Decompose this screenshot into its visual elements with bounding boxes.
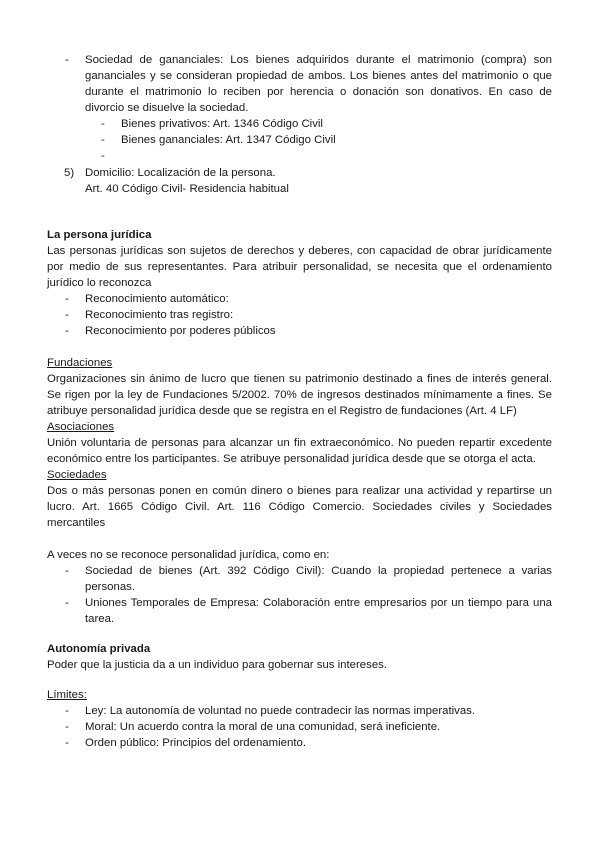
list-item bbox=[47, 735, 552, 751]
dash-bullet: - bbox=[65, 293, 69, 305]
dash-bullet: - bbox=[101, 134, 105, 146]
subsection-title-limites: Límites: bbox=[47, 689, 87, 701]
fundaciones-text: Organizaciones sin ánimo de lucro que tienen su patrimonio destinado a fines de interés general. Se rigen por la ley de Fundaciones 5/2002. 70% de ingresos destinados mínimamente a fines. Se atribuye personalidad jurídica desde que se registra en el Registro de fundaciones (Art. 4 LF) bbox=[47, 373, 552, 417]
list-number: 5) bbox=[64, 167, 75, 179]
persona-juridica-intro: Las personas jurídicas son sujetos de derechos y deberes, con capacidad de obrar jurídicamente por medio de sus representantes. Para atribuir personalidad, se necesita que el ordenamiento jurídico lo reconozca bbox=[47, 245, 552, 289]
list-item-text: Orden público: Principios del ordenamiento. bbox=[85, 737, 306, 749]
dash-bullet: - bbox=[65, 721, 69, 733]
domicilio-line-1: Domicilio: Localización de la persona. bbox=[85, 167, 276, 179]
list-item-text: Ley: La autonomía de voluntad no puede contradecir las normas imperativas. bbox=[85, 705, 476, 717]
list-item bbox=[47, 703, 552, 719]
sub-item-gananciales bbox=[47, 132, 552, 148]
sub-item-text: Bienes gananciales: Art. 1347 Código Civil bbox=[121, 134, 336, 146]
list-item-domicilio bbox=[47, 165, 552, 197]
dash-bullet: - bbox=[101, 150, 105, 162]
dash-bullet: - bbox=[65, 565, 69, 577]
list-item bbox=[47, 291, 552, 307]
list-item-text: Reconocimiento por poderes públicos bbox=[85, 325, 276, 337]
no-reconoce-intro: A veces no se reconoce personalidad jurídica, como en: bbox=[47, 549, 330, 561]
dash-bullet: - bbox=[65, 705, 69, 717]
subsection-title-fundaciones: Fundaciones bbox=[47, 357, 113, 369]
list-item bbox=[47, 563, 552, 595]
dash-bullet: - bbox=[101, 118, 105, 130]
list-item bbox=[47, 307, 552, 323]
document-page bbox=[47, 52, 552, 751]
dash-bullet: - bbox=[65, 325, 69, 337]
list-item-text: Reconocimiento automático: bbox=[85, 293, 229, 305]
sociedades-text: Dos o más personas ponen en común dinero o bienes para realizar una actividad y repartirse un lucro. Art. 1665 Código Civil. Art. 116 Código Comercio. Sociedades civiles y Sociedades mercantiles bbox=[47, 485, 552, 529]
section-title-persona-juridica: La persona jurídica bbox=[47, 229, 152, 241]
list-item-text: Moral: Un acuerdo contra la moral de una comunidad, será ineficiente. bbox=[85, 721, 441, 733]
section-title-autonomia: Autonomía privada bbox=[47, 643, 151, 655]
list-item bbox=[47, 719, 552, 735]
subsection-title-sociedades: Sociedades bbox=[47, 469, 107, 481]
gananciales-text: Sociedad de gananciales: Los bienes adquiridos durante el matrimonio (compra) son gananciales y se consideran propiedad de ambos. Los bienes antes del matrimonio o que durante el matrimonio lo reciben por herencia o donación son donativos. En caso de divorcio se disuelve la sociedad. bbox=[85, 54, 552, 114]
subsection-title-asociaciones: Asociaciones bbox=[47, 421, 115, 433]
list-item-text: Reconocimiento tras registro: bbox=[85, 309, 234, 321]
dash-bullet: - bbox=[65, 737, 69, 749]
dash-bullet: - bbox=[65, 54, 69, 66]
list-item bbox=[47, 323, 552, 339]
list-item-text: Sociedad de bienes (Art. 392 Código Civil): Cuando la propiedad pertenece a varias personas. bbox=[85, 565, 552, 593]
sub-item-text: Bienes privativos: Art. 1346 Código Civil bbox=[121, 118, 323, 130]
sub-item-privativos bbox=[47, 116, 552, 132]
autonomia-text: Poder que la justicia da a un individuo para gobernar sus intereses. bbox=[47, 659, 388, 671]
list-item bbox=[47, 595, 552, 627]
list-item-gananciales bbox=[47, 52, 552, 116]
dash-bullet: - bbox=[65, 309, 69, 321]
list-item-text: Uniones Temporales de Empresa: Colaboración entre empresarios por un tiempo para una tarea. bbox=[85, 597, 552, 625]
dash-bullet: - bbox=[65, 597, 69, 609]
domicilio-line-2: Art. 40 Código Civil- Residencia habitual bbox=[85, 183, 289, 195]
asociaciones-text: Unión voluntaria de personas para alcanzar un fin extraeconómico. No pueden repartir excedente económico entre los participantes. Se atribuye personalidad jurídica desde que se otorga el acta. bbox=[47, 437, 552, 465]
sub-item-empty bbox=[47, 148, 552, 164]
